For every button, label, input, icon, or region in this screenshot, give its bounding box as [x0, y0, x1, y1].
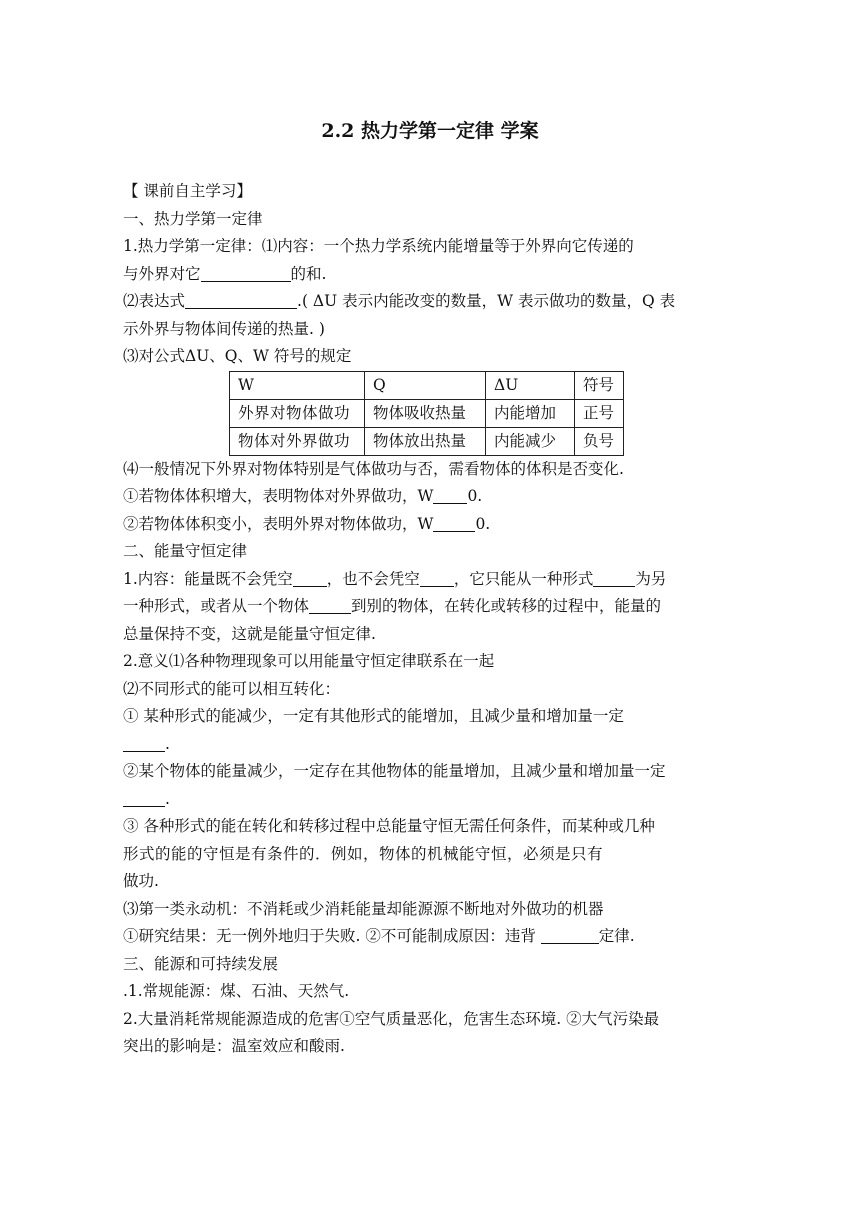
- conservation-line-1: [123, 566, 729, 594]
- fill-blank[interactable]: [123, 789, 165, 807]
- text: ，也不会凭空: [326, 569, 420, 588]
- meaning-line-2: ⑵不同形式的能可以相互转化：: [123, 679, 341, 698]
- text: ，它只能从一种形式: [453, 569, 594, 588]
- text: ⑵表达式: [123, 292, 186, 310]
- text: 到别的物体，在转化或转移的过程中，能量的: [351, 597, 662, 615]
- volume-increase-line: [123, 483, 729, 511]
- text: 的和.: [290, 264, 327, 283]
- conservation-line-3: 总量保持不变，这就是能量守恒定律.: [123, 624, 376, 643]
- fill-blank[interactable]: [420, 569, 454, 587]
- text: 一种形式，或者从一个物体: [123, 597, 310, 615]
- conservation-line-2: [123, 593, 729, 621]
- table-cell: W: [230, 371, 365, 399]
- energy-line-3: 突出的影响是：温室效应和酸雨.: [123, 1037, 345, 1055]
- text: 1.内容：能量既不会凭空: [123, 569, 293, 588]
- text: 与外界对它: [123, 264, 201, 283]
- fill-blank[interactable]: [185, 291, 297, 309]
- law-content-line: 1.热力学第一定律：⑴内容：一个热力学系统内能增量等于外界向它传递的: [123, 237, 634, 255]
- table-row: [230, 427, 624, 455]
- table-cell: 外界对物体做功: [230, 399, 365, 427]
- fill-blank[interactable]: [309, 596, 351, 614]
- fill-blank[interactable]: [433, 514, 475, 532]
- text: ①研究结果：无一例外地归于失败. ②不可能制成原因：违背: [123, 927, 536, 945]
- energy-line-2: 2.大量消耗常规能源造成的危害①空气质量恶化，危害生态环境. ②大气污染最: [123, 1009, 660, 1028]
- table-header-row: [230, 371, 624, 399]
- heading-first-law: 一、热力学第一定律: [123, 209, 263, 228]
- meaning-line-1: 2.意义⑴各种物理现象可以用能量守恒定律联系在一起: [123, 652, 495, 670]
- text: 为另: [635, 569, 667, 588]
- sign-table: [229, 371, 624, 456]
- meaning-item-3: ③ 各种形式的能在转化和转移过程中总能量守恒无需任何条件，而某种或几种: [123, 817, 655, 835]
- text: ②若物体体积变小，表明外界对物体做功，W: [123, 514, 434, 533]
- text: 定律.: [598, 927, 635, 945]
- document-body: [123, 178, 729, 1061]
- law-content-line-2: [123, 261, 729, 289]
- sign-rule-line: ⑶对公式ΔU、Q、W 符号的规定: [123, 347, 352, 365]
- volume-rule-line: ⑷一般情况下外界对物体特别是气体做功与否，需看物体的体积是否变化.: [123, 459, 624, 478]
- expression-line-2: 示外界与物体间传递的热量. ): [123, 319, 325, 338]
- perpetual-result-line: [123, 923, 729, 951]
- table-row: [230, 399, 624, 427]
- meaning-item-1: ① 某种形式的能减少，一定有其他形式的能增加，且减少量和增加量一定: [123, 707, 624, 725]
- heading-energy-sustainability: 三、能源和可持续发展: [123, 954, 279, 973]
- table-cell: 负号: [575, 427, 624, 455]
- text: 0.: [475, 514, 491, 533]
- table-cell: 内能增加: [486, 399, 575, 427]
- table-cell: 物体对外界做功: [230, 427, 365, 455]
- table-cell: 内能减少: [486, 427, 575, 455]
- fill-blank[interactable]: [541, 926, 599, 944]
- fill-blank[interactable]: [433, 486, 467, 504]
- text: ①若物体体积增大，表明物体对外界做功，W: [123, 487, 434, 505]
- meaning-item-3-line-3: 做功.: [123, 872, 159, 890]
- meaning-item-2-blank: [123, 786, 729, 814]
- page-title: 2.2 热力学第一定律 学案: [321, 120, 539, 142]
- fill-blank[interactable]: [593, 569, 635, 587]
- text: .( ΔU 表示内能改变的数量，W 表示做功的数量，Q 表: [297, 292, 676, 310]
- table-cell: 物体吸收热量: [365, 399, 486, 427]
- meaning-item-2: ②某个物体的能量减少，一定存在其他物体的能量增加，且减少量和增加量一定: [123, 762, 666, 780]
- meaning-item-3-line-2: 形式的能的守恒是有条件的．例如，物体的机械能守恒，必须是只有: [123, 844, 604, 863]
- table-cell: Q: [365, 371, 486, 399]
- meaning-item-1-blank: [123, 731, 729, 759]
- table-cell: 正号: [575, 399, 624, 427]
- expression-line: [123, 288, 729, 316]
- table-cell: 物体放出热量: [365, 427, 486, 455]
- table-cell: ΔU: [486, 371, 575, 399]
- volume-decrease-line: [123, 511, 729, 539]
- text: .: [165, 734, 170, 753]
- fill-blank[interactable]: [293, 569, 327, 587]
- table-cell: 符号: [575, 371, 624, 399]
- text: 0.: [467, 487, 483, 505]
- energy-line-1: .1.常规能源：煤、石油、天然气.: [123, 982, 350, 1000]
- perpetual-motion-line: ⑶第一类永动机：不消耗或少消耗能量却能源源不断地对外做功的机器: [123, 899, 604, 918]
- heading-conservation: 二、能量守恒定律: [123, 542, 248, 560]
- text: .: [165, 789, 170, 808]
- fill-blank[interactable]: [123, 734, 165, 752]
- section-header: 【 课前自主学习】: [123, 182, 252, 200]
- fill-blank[interactable]: [201, 264, 291, 282]
